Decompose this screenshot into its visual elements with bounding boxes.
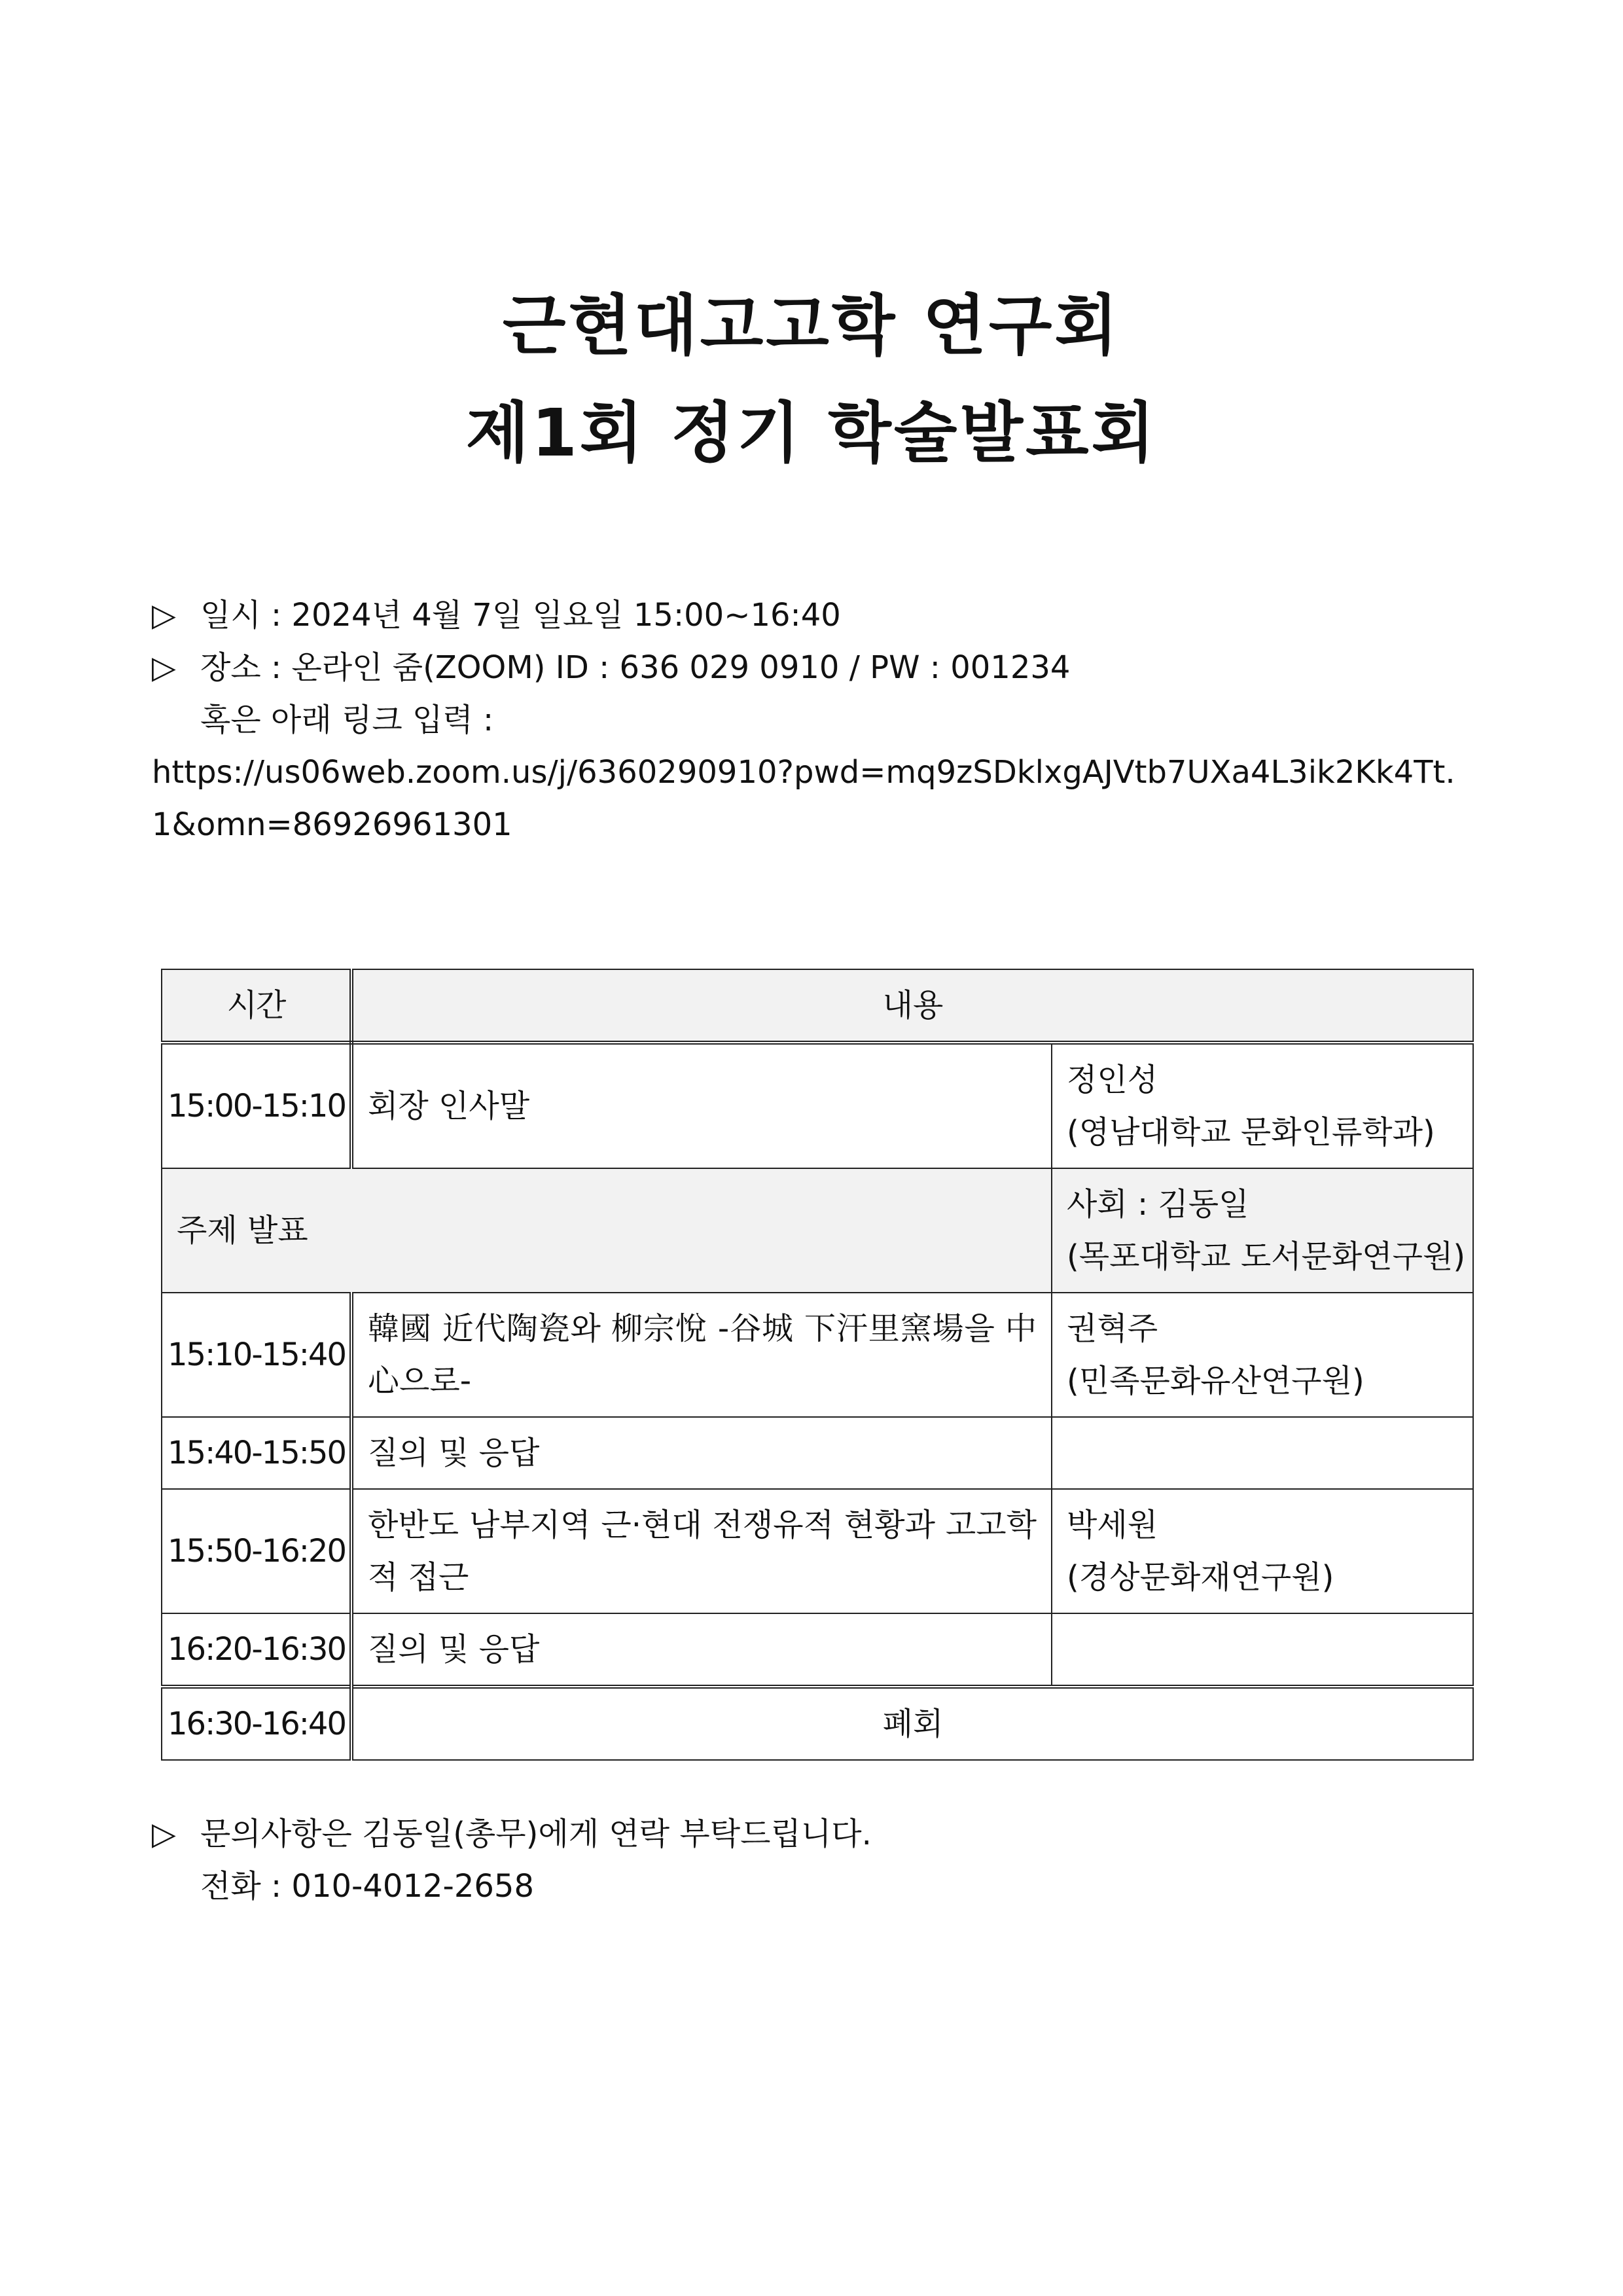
- link-label: 혹은 아래 링크 입력 :: [200, 702, 494, 738]
- moderator-name: 사회 : 김동일: [1067, 1186, 1249, 1223]
- table-row: [162, 1687, 1473, 1760]
- row-content: 질의 및 응답: [351, 1417, 1052, 1489]
- row-content-closing: 폐회: [351, 1687, 1473, 1760]
- contact-info: [152, 1808, 872, 1912]
- date-line: [152, 589, 1493, 641]
- row-speaker-empty: [1052, 1613, 1473, 1687]
- table-row: [162, 1417, 1473, 1489]
- table-row: [162, 1489, 1473, 1613]
- row-time: 15:40-15:50: [162, 1417, 351, 1489]
- header-content: 내용: [351, 969, 1473, 1043]
- row-speaker: [1052, 1168, 1473, 1293]
- table-row: [162, 1613, 1473, 1687]
- row-time: 15:10-15:40: [162, 1293, 351, 1417]
- zoom-link[interactable]: https://us06web.zoom.us/j/6360290910?pwd=mq9zSDklxgAJVtb7UXa4L3ik2Kk4Tt.1&omn=86926961301: [152, 754, 1455, 843]
- speaker-name: 박세원: [1067, 1507, 1158, 1543]
- moderator-affiliation: (목포대학교 도서문화연구원): [1067, 1238, 1466, 1275]
- row-time: 15:00-15:10: [162, 1043, 351, 1168]
- row-speaker: [1052, 1489, 1473, 1613]
- row-content: 회장 인사말: [351, 1043, 1052, 1168]
- row-content: 韓國 近代陶瓷와 柳宗悅 -谷城 下汗里窯場을 中心으로-: [351, 1293, 1052, 1417]
- speaker-affiliation: (민족문화유산연구원): [1067, 1363, 1364, 1399]
- contact-line: [152, 1808, 872, 1860]
- speaker-affiliation: (영남대학교 문화인류학과): [1067, 1114, 1435, 1151]
- event-info: [152, 589, 1493, 851]
- date-text: 일시 : 2024년 4월 7일 일요일 15:00~16:40: [200, 597, 841, 634]
- triangle-bullet-icon: ▷: [152, 597, 176, 634]
- triangle-bullet-icon: ▷: [152, 1816, 176, 1852]
- table-row-section: [162, 1168, 1473, 1293]
- place-line: [152, 641, 1493, 694]
- row-time: 15:50-16:20: [162, 1489, 351, 1613]
- table-row: [162, 1293, 1473, 1417]
- row-content: 질의 및 응답: [351, 1613, 1052, 1687]
- phone-line: 전화 : 010-4012-2658: [200, 1868, 534, 1905]
- schedule-table: [161, 969, 1474, 1761]
- contact-text: 문의사항은 김동일(총무)에게 연락 부탁드립니다.: [200, 1816, 872, 1852]
- row-speaker: [1052, 1293, 1473, 1417]
- header-time: 시간: [162, 969, 351, 1043]
- row-speaker: [1052, 1043, 1473, 1168]
- page-subtitle: 제1회 정기 학술발표회: [465, 395, 1158, 471]
- speaker-name: 권혁주: [1067, 1310, 1158, 1347]
- table-header-row: [162, 969, 1473, 1043]
- row-content: 한반도 남부지역 근·현대 전쟁유적 현황과 고고학적 접근: [351, 1489, 1052, 1613]
- speaker-affiliation: (경상문화재연구원): [1067, 1559, 1334, 1596]
- place-text: 장소 : 온라인 줌(ZOOM) ID : 636 029 0910 / PW : 001234: [200, 649, 1071, 686]
- section-title: 주제 발표: [162, 1168, 1052, 1293]
- page-title: 근현대고고학 연구회: [502, 287, 1121, 364]
- row-speaker-empty: [1052, 1417, 1473, 1489]
- speaker-name: 정인성: [1067, 1062, 1158, 1098]
- row-time: 16:20-16:30: [162, 1613, 351, 1687]
- triangle-bullet-icon: ▷: [152, 649, 176, 686]
- row-time: 16:30-16:40: [162, 1687, 351, 1760]
- table-row: [162, 1043, 1473, 1168]
